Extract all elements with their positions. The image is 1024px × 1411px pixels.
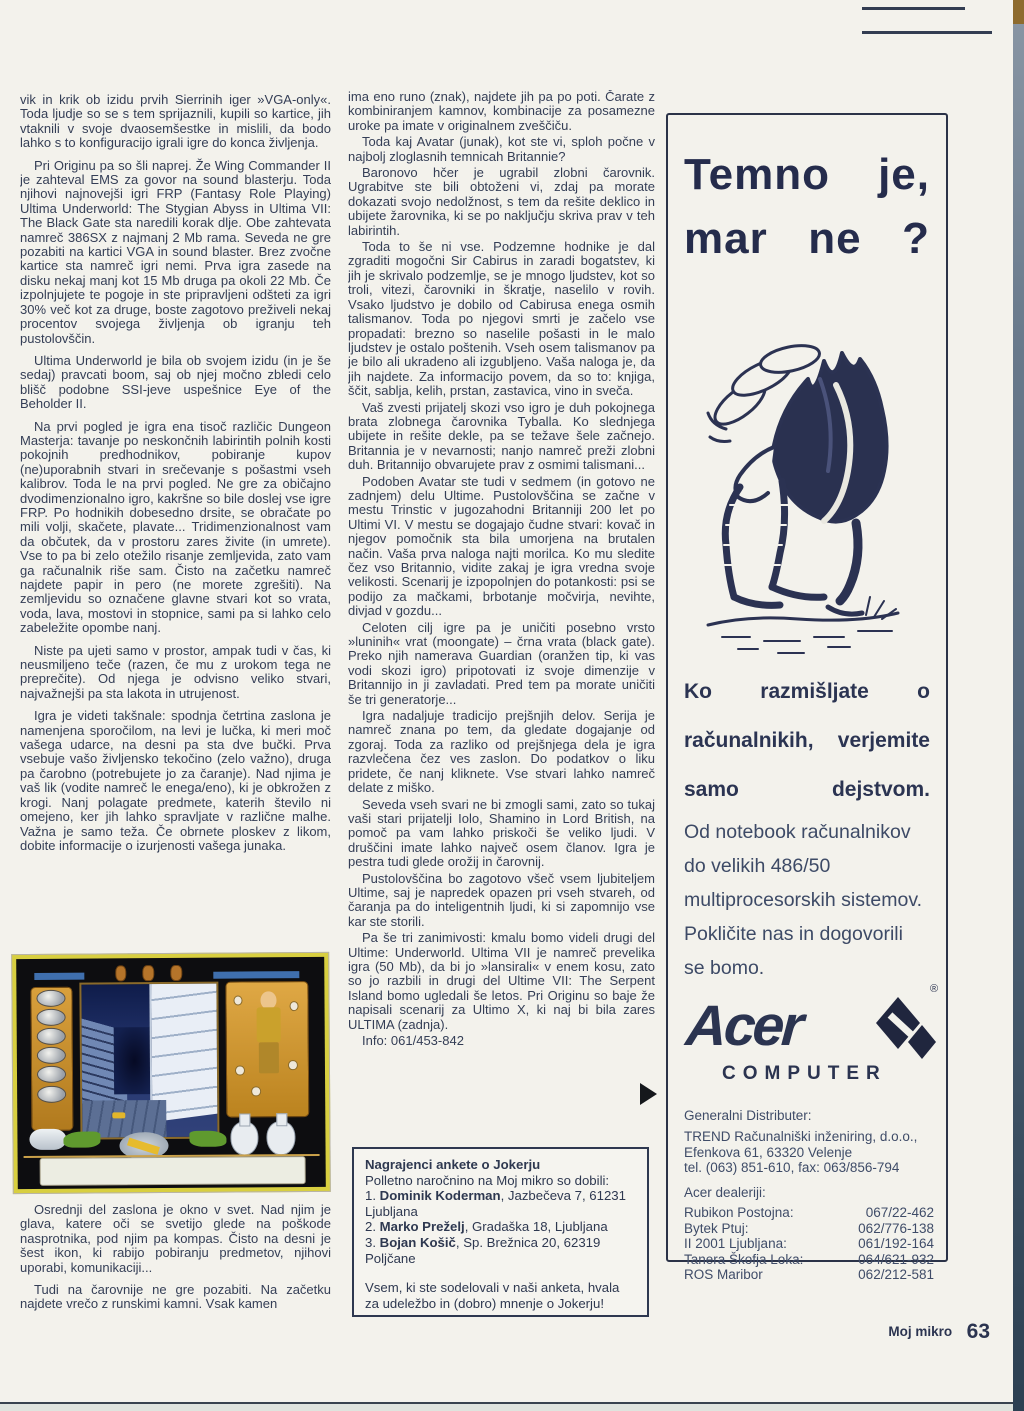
winner-number: 3. — [365, 1234, 376, 1250]
caption-column — [20, 1203, 331, 1331]
inventory-item — [235, 1065, 244, 1075]
dragon-decoration — [64, 1131, 101, 1147]
game-screenshot-photo — [11, 952, 331, 1194]
dealer-phone: 062/776-138 — [858, 1220, 934, 1236]
ad-slogan-line: samo dejstvom. — [684, 778, 930, 801]
dealer-row — [684, 1252, 934, 1268]
message-bar — [39, 1156, 306, 1185]
continue-arrow-icon — [640, 1083, 657, 1105]
caption-paragraph: Osrednji del zaslona je okno v svet. Nad njim je glava, katere oči se svetijo glede na poškode nasprotnika, pod njim pa kompas. Čisto na desni je šest ikon, ki rabijo pobiranju predmetov, njihovi uporabi, komunikaciji... — [20, 1203, 331, 1275]
item-icon — [37, 1009, 66, 1026]
footer-page-number: 63 — [966, 1320, 990, 1343]
character-panel — [226, 981, 309, 1117]
winners-box-outro: Vsem, ki ste sodelovali v naši anketa, hvala za udeležbo in (dobro) mnenje o Jokerju! — [365, 1280, 620, 1311]
gargoyle-icon — [115, 965, 127, 981]
dealer-row — [684, 1205, 934, 1221]
ad-slogan-line: Ko razmišljate o — [684, 680, 930, 703]
paragraph: Podoben Avatar ste tudi v sedmem (in gotovo ne zadnjem) delu Ultime. Pustolovščina se začne v mestu Trinstic v jugozahodni Britanniji 200 let po Ultimi VI. V mestu se dogajajo čudne stvari: kovač in njegov pomočnik sta bila umorjena na brutalen način. Vaša prva naloga najti morilca. Ko mu sledite čez vso Britannio, vidite zakaj je igra vredna svoje velikosti. Scenarij je izpopolnjen do potankosti: psi se podijo za mačkami, brbotanje močvirja, nevihte, divjad v gozdu... — [348, 473, 655, 619]
dealer-name: ROS Maribor — [684, 1267, 763, 1282]
gold-item — [112, 1112, 125, 1118]
dealer-row — [684, 1236, 934, 1252]
inventory-item — [233, 996, 242, 1006]
distributor-info — [684, 1129, 917, 1176]
ad-headline-line1: Temno je, — [684, 150, 930, 199]
ad-headline — [684, 143, 930, 271]
acer-logo-computer: COMPUTER — [722, 1063, 887, 1084]
distributor-label: Generalni Distributer: — [684, 1108, 812, 1123]
winner-line — [365, 1219, 636, 1235]
registered-mark: ® — [930, 983, 939, 995]
scan-bottom-strip — [0, 1404, 1013, 1411]
eye-icon — [37, 990, 66, 1007]
dealer-phone: 064/621-932 — [858, 1251, 934, 1267]
winner-name: Marko Preželj — [379, 1219, 465, 1235]
paragraph: Igra nadaljuje tradicijo prejšnjih delov. Serija je namreč znana po tem, da gledate dogajanje od zgoraj. Toda za razliko od prejšnjega dela je igra razvlečena čez ves zaslon. Do podatkov o liku pridete, če nanj kliknete. Vse stvari lahko namreč delate z miško. — [348, 708, 655, 796]
paragraph: Pa še tri zanimivosti: kmalu bomo videli drugi del Ultime: Underworld. Ultima VII je namreč prevelika igra (50 Mb), da bi jo »lansirali« v enem kosu, zato so jo razbili in drugi del Ultime VII: The Serpent Island bomo ugledali še letos. Pri Originu so baje že napisali scenarij za Ultimo X, ki naj bi bila zares ULTIMA (zadnja). — [348, 930, 655, 1032]
paragraph: Toda to še ni vse. Podzemne hodnike je dal zgraditi mogočni Sir Cabirus in zaradi bogatstev, ki jih je skrivalo podzemlje, se je mnogo ljudstev, kot so troli, vitezi, čarovniki in škratje, naselilo v rovih. Vsako ljudstvo je dobilo od Cabirusa enega osmih talismanov. Toda po njegovi smrti je začelo vse propadati: brezno so naselile pošasti in le malo ljudstev je ostalo poštenih. Vseh osem talismanov pa je bilo ali ukradeno ali izgubljeno. Vaša naloga je, da jih najdete. Za informacijo povem, da so to: knjiga, ščit, sablja, kelih, prstan, zastavica, vino in sveča. — [348, 239, 655, 399]
ad-body-line: se bomo. — [684, 957, 765, 979]
paragraph: Igra je videti takšnale: spodnja četrtina zaslona je namenjena sporočilom, na levi je lučka, ki meri moč vašega udarce, na desni pa sta dve bučki. Prva vsebuje vašo življensko tekočino (zelo važno), druga pa čarobno (potrebujete jo za čaranje). Nad njima je vaš lik (vodite namreč le enega/eno), ki je obkrožen z krogi. Nanj polagate predmete, katerih število ni omejeno, ker jih lahko spravljate v različne malhe. Važna je samo teža. Če obrnete ploskev z likom, dobite informacije o izurjenosti vašega junaka. — [20, 708, 331, 853]
winner-line — [365, 1235, 636, 1266]
paragraph: Baronovo hčer je ugrabil zlobni čarovnik. Ugrabitve ste bili obtoženi vi, zdaj pa morate dokazati svojo nedolžnost, s tem da rešite deklico in ubijete žarovnika, ki se po naključju skriva prav v teh labirintih. — [348, 165, 655, 238]
dragon-decoration — [190, 1130, 227, 1146]
dealer-name: II 2001 Ljubljana: — [684, 1236, 787, 1251]
paragraph: Pri Originu pa so šli naprej. Že Wing Commander II je zahteval EMS za govor na sound blasterju. Toda njihovi najnovejši igri FRP (Fantasy Role Playing) Ultima Underworld: The Stygian Abyss in Ultima VII: The Black Gate sta naredili korak dlje. Obe zahtevata namreč 386SX z najmanj 2 Mb rama. Seveda ne gre pozabiti na kartici VGA in sound blaster. Brez zvočne kartice sta namreč igri nemi. Prva igra zasede na disku nekaj manj kot 15 Mb druga pa okoli 22 Mb. Če izpolnjujete te pogoje in ste pripravljeni odšteti za igri 30% več kot za druge, boste zagotovo preživeli nekaj procentov svojega življenja ob igranju teh pustolovščin. — [20, 157, 331, 346]
ad-body-line: Pokličite nas in dogovorili — [684, 923, 903, 945]
winner-name: Dominik Koderman — [379, 1188, 501, 1204]
dealer-name: Rubikon Postojna: — [684, 1205, 794, 1220]
top-right-rule-2 — [862, 31, 992, 34]
winners-box — [352, 1147, 649, 1317]
character-head — [260, 992, 276, 1009]
winner-line — [365, 1188, 636, 1219]
scan-edge-corner — [1013, 0, 1024, 24]
flask — [230, 1121, 258, 1155]
screen-top-bar — [213, 971, 299, 978]
dealer-phone: 067/22-462 — [865, 1205, 934, 1220]
paragraph: Ultima Underworld je bila ob svojem izidu (in je še sedaj) pravcati boom, saj ob njej močno zbledi celo blišč podobne SSI-jeve uspešnice Eye of the Beholder II. — [20, 352, 331, 412]
left-icon-panel — [30, 986, 73, 1131]
candle — [30, 1129, 67, 1150]
distributor-line: TREND Računalniški inženiring, d.o.o., — [684, 1129, 918, 1144]
article-column-middle — [348, 90, 655, 1108]
scan-edge-band — [1013, 0, 1024, 1411]
winner-address: , Gradaška 18, Ljubljana — [464, 1219, 608, 1235]
hand-icon — [37, 1085, 66, 1102]
paragraph: Seveda vseh svari ne bi zmogli sami, zato so tukaj vaši stari prijatelji Iolo, Shamino in Lord British, na pomoč pa vam lahko priskoči še veliko ljudi. V druščini imate lahko največ osem članov. Igra je pestra tudi glede orožij in čarovnij. — [348, 796, 655, 870]
winner-number: 1. — [365, 1188, 376, 1204]
ad-body-text — [684, 815, 934, 985]
winner-number: 2. — [365, 1219, 376, 1235]
winner-name: Bojan Košič — [379, 1234, 456, 1250]
sword-icon — [37, 1066, 66, 1083]
gargoyle-icon — [143, 965, 155, 981]
item-icon — [37, 1028, 66, 1045]
character-legs — [259, 1042, 278, 1073]
ad-body-line: multiprocesorskih sistemov. — [684, 889, 923, 911]
paragraph: Pustolovščina bo zagotovo všeč vsem ljubiteljem Ultime, saj je napredek opazen pri vseh stvareh, od čaranja pa do inteligentnih ljudi, ki si zapomnijo vse kar ste storili. — [348, 870, 655, 929]
acer-logo-wordmark: Acer — [683, 994, 803, 1058]
article-column-left — [20, 93, 331, 949]
screen-top-bar — [35, 972, 84, 979]
paragraph: Toda kaj Avatar (junak), kot ste vi, sploh počne v najbolj zloglasnih temnicah Britannie? — [348, 134, 655, 164]
paragraph: Vaš zvesti prijatelj skozi vso igro je duh pokojnega brata zlobnega čarovnika Tyballa. Ko slednjega ubijete in rešite dekle, pa se težave šele začnejo. Britannia je v nevarnosti; nanjo namreč preži zlobni duh. Britannijo obvarujete prav z osmimi talismani... — [348, 399, 655, 473]
dealer-row — [684, 1267, 934, 1283]
ad-body-line: do velikih 486/50 — [684, 855, 831, 877]
paragraph: Celoten cilj igre pa je uničiti posebno vrsto »luninih« vrat (moongate) – črna vrata (black gate). Preko njih namerava Guardian (oranžen tip, ki vas vodi skozi igro) pripotovati iz svoje dimenzije v Britannijo in ji zavladati. Pred tem pa morate uničiti še tri generatorje... — [348, 619, 655, 707]
paragraph: ima eno runo (znak), najdete jih pa po poti. Čarate z kombiniranjem kamnov, kombinacije za posamezne uroke pa imate v originalnem zveščiču. — [348, 90, 655, 133]
dealer-phone: 062/212-581 — [858, 1267, 934, 1282]
page-footer — [830, 1320, 990, 1344]
ostrich-illustration — [678, 325, 928, 675]
gargoyle-icon — [170, 965, 182, 981]
distributor-line: tel. (063) 851-610, fax: 063/856-794 — [684, 1160, 900, 1175]
acer-ad — [666, 113, 948, 1282]
inventory-item — [288, 1060, 297, 1070]
dealer-phone: 061/192-164 — [858, 1236, 934, 1251]
paragraph: Niste pa ujeti samo v prostor, ampak tudi v čas, ki neusmiljeno teče (razen, če mu z urokom tega ne preprečite). Od njega je odvisno veliko stvari, najvažnejši pa sta lakota in utrujenost. — [20, 642, 331, 701]
inventory-item — [289, 1001, 298, 1011]
dealers-list — [684, 1205, 934, 1283]
flask — [267, 1121, 295, 1155]
magazine-name: Moj mikro — [888, 1324, 953, 1339]
distributor-line: Efenkova 61, 63320 Velenje — [684, 1144, 853, 1160]
caption-paragraph: Tudi na čarovnije ne gre pozabiti. Na začetku najdete vrečo z runskimi kamni. Vsak kamen — [20, 1282, 331, 1312]
ad-headline-line2: mar ne ? — [684, 214, 930, 263]
game-screen — [16, 957, 326, 1189]
dealer-name: Tanera Škofja Loka: — [684, 1251, 804, 1267]
ad-body-line: Od notebook računalnikov — [684, 821, 911, 843]
character-torso — [257, 1008, 281, 1043]
dealers-label: Acer dealeriji: — [684, 1185, 766, 1200]
winner-address: , Jazbečeva 7, 61231 Ljubljana — [365, 1188, 626, 1219]
winners-box-intro: Polletno naročnino na Moj mikro so dobili: — [365, 1172, 610, 1188]
winner-address: , Sp. Brežnica 20, 62319 Poljčane — [365, 1234, 601, 1266]
top-right-rule-1 — [862, 7, 965, 10]
winners-box-title: Nagrajenci ankete o Jokerju — [365, 1157, 541, 1172]
ad-slogan — [684, 667, 930, 814]
paragraph: Na prvi pogled je igra ena tisoč različic Dungeon Masterja: tavanje po neskončnih labirintih polnih kosti pokojnih predhodnikov, pobiranje kupov (ne)uporabnih stvari in srečevanje s pošastmi vseh kalibrov. Toda le na prvi pogled. Ne gre za običajno dvodimenzionalno igro, kakršne so bile doslej vse igre FRP. Po hodnikih dobesedno drsite, se obračate po mili volji, skačete, plavate... Tridimenzionalnost vam da občutek, da v prostoru zares živite (in umrete). Vse to pa bi zelo otežilo risanje zemljevida, zato vam ga računalnik riše sam. Čisto na začetku namreč najdete papir in pero (ne morete zgrešiti). Na zemljevidu so označene glavne stvari kot so vrata, voda, lava, mostovi in stopnice, sami pa si lahko celo zabeležite opombe nanj. — [20, 418, 331, 636]
dealer-name: Bytek Ptuj: — [684, 1220, 749, 1236]
inventory-item — [252, 1087, 261, 1097]
dungeon-viewport — [79, 982, 219, 1139]
info-phone-line: Info: 061/453-842 — [362, 1033, 464, 1048]
ad-slogan-line: računalnikih, verjemite — [684, 729, 930, 752]
dealer-row — [684, 1221, 934, 1237]
paragraph: vik in krik ob izidu prvih Sierrinih iger »VGA-only«. Toda ljudje so se s tem sprijaznili, kupili so kartice, jih vtaknili v svoje dvaosemšestke in mislili, da bodo lahko s to konfiguracijo igrali igre do konca življenja. — [20, 93, 331, 151]
item-icon — [37, 1047, 66, 1064]
